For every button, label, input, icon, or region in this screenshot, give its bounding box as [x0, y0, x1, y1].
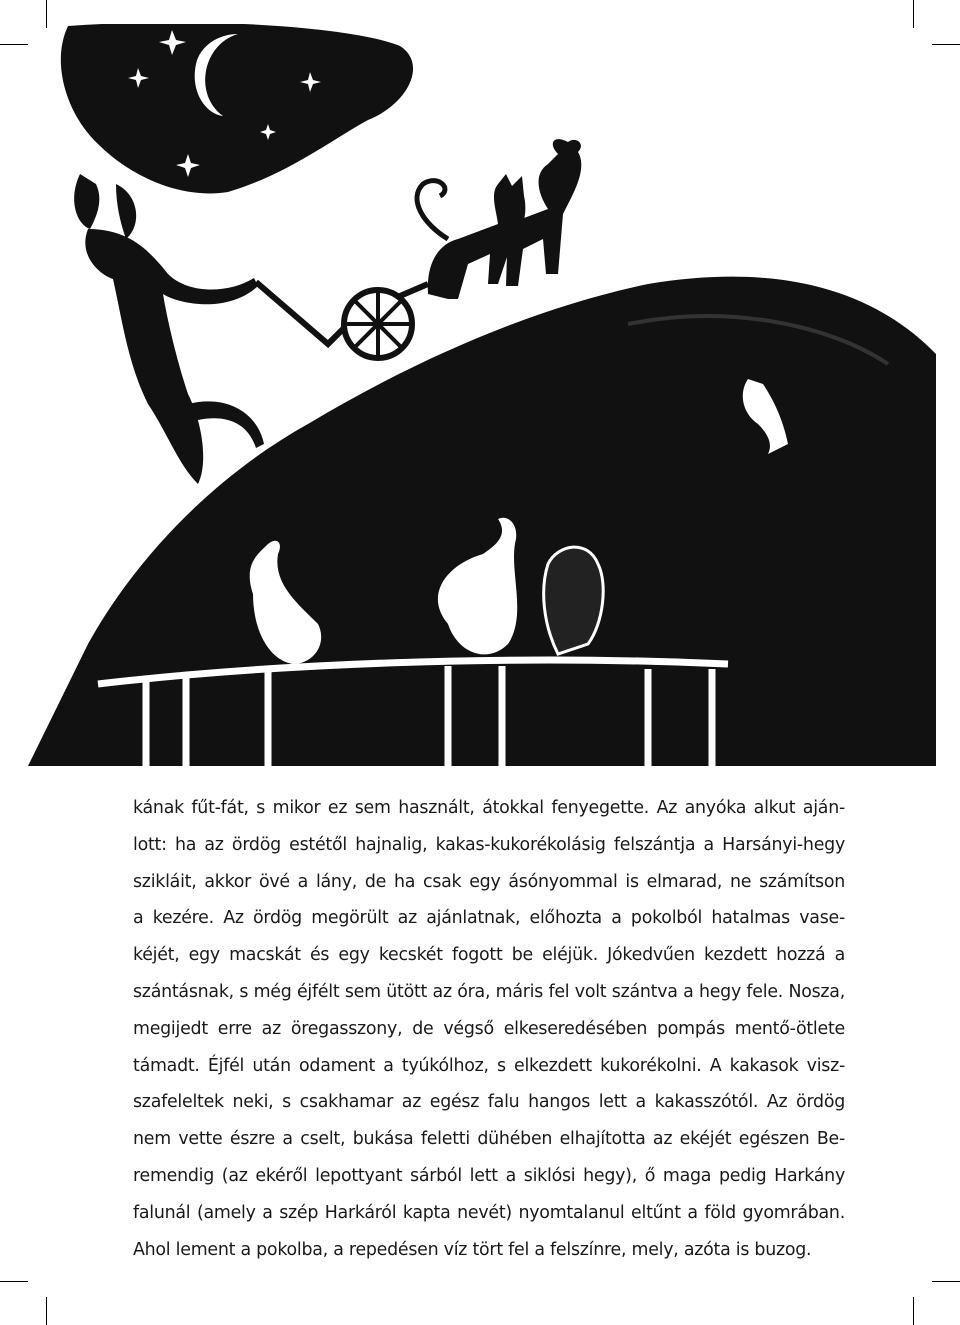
body-line: lott: ha az ördög estétől hajnalig, kakas-kukorékolásig felszántja a Harsányi-hegy — [133, 834, 845, 855]
body-line: a kezére. Az ördög megörült az ajánlatnak, előhozta a pokolból hatalmas vase- — [133, 908, 845, 929]
crop-mark-tl-h — [0, 44, 28, 45]
crop-mark-br-h — [932, 1281, 960, 1282]
devil-figure — [74, 174, 264, 484]
body-line: megijedt erre az öregasszony, de végső elkeseredésében pompás mentő-ötlete — [133, 1018, 845, 1039]
illustration — [28, 24, 936, 766]
night-sky — [61, 24, 413, 193]
body-line: szafeleltek neki, s csakhamar az egész falu hangos lett a kakasszótól. Az ördög — [133, 1092, 845, 1113]
crop-mark-tr-h — [932, 44, 960, 45]
crop-mark-br-v — [913, 1297, 914, 1325]
plough — [256, 282, 428, 358]
body-line: kéjét, egy macskát és egy kecskét fogott be eléjük. Jókedvűen kezdett hozzá a — [133, 945, 845, 966]
body-text — [133, 790, 845, 1268]
body-line: támadt. Éjfél után odament a tyúkólhoz, s elkezdett kukorékolni. A kakasok visz- — [133, 1055, 845, 1076]
body-line: falunál (amely a szép Harkáról kapta nevét) nyomtalanul eltűnt a föld gyomrában. — [133, 1202, 845, 1223]
body-line: nem vette észre a cselt, bukása feletti dühében elhajította az ekéjét egészen Be- — [133, 1129, 845, 1150]
body-line: szántásnak, s még éjfélt sem ütött az óra, máris fel volt szántva a hegy fele. Nosza, — [133, 981, 845, 1002]
body-line-last: Ahol lement a pokolba, a repedésen víz tört fel a felszínre, mely, azóta is buzog. — [133, 1239, 812, 1260]
body-line: kának fűt-fát, s mikor ez sem használt, átokkal fenyegette. Az anyóka alkut aján- — [133, 798, 845, 818]
crop-mark-bl-h — [0, 1281, 28, 1282]
body-line: szikláit, akkor övé a lány, de ha csak egy ásónyommal is elmarad, ne számítson — [133, 871, 845, 892]
body-line: remendig (az ekéről lepottyant sárból lett a siklósi hegy), ő maga pedig Harkány — [133, 1165, 845, 1186]
crop-mark-bl-v — [46, 1297, 47, 1325]
